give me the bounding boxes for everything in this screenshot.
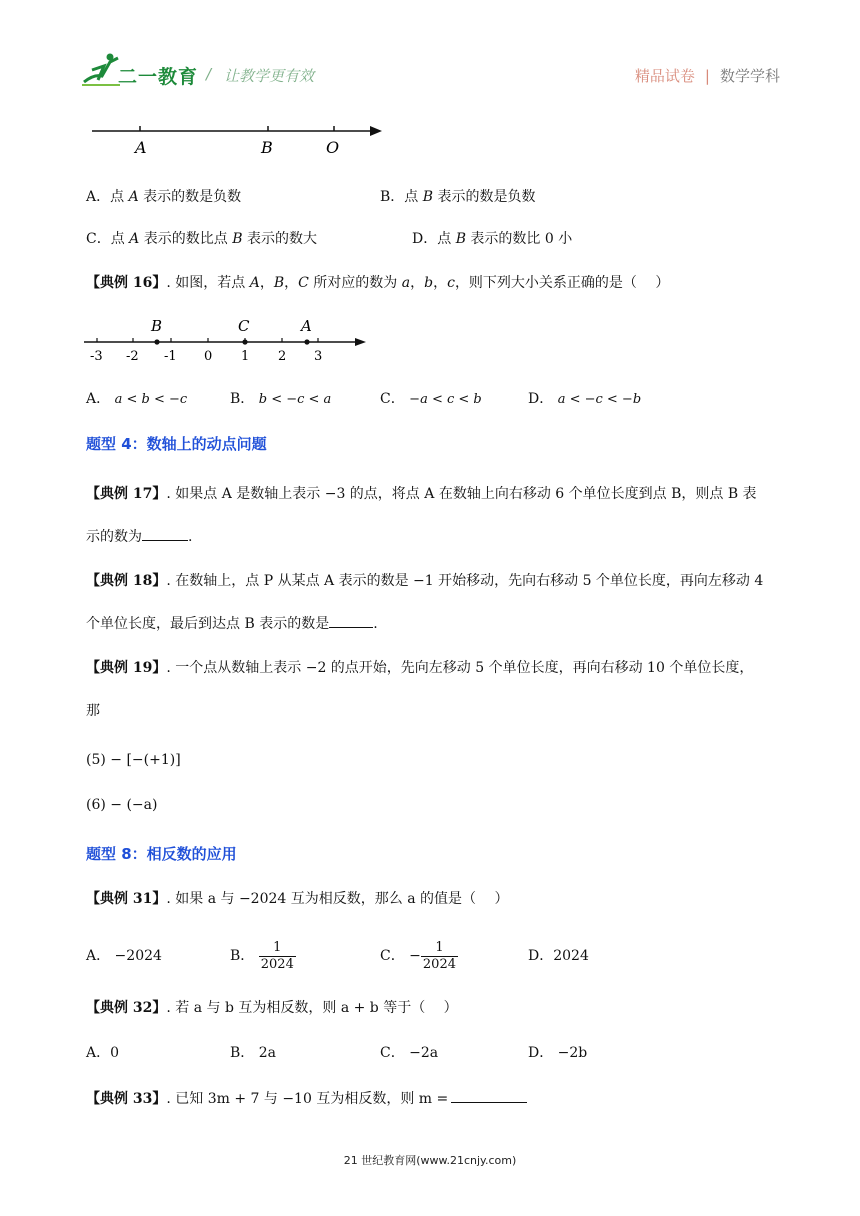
example-33-question: 【典例 33】. 已知 3m + 7 与 −10 互为相反数，则 m = [86,1088,527,1109]
fig2-label-a: A [301,317,312,335]
example-18-tag: 【典例 18】 [86,573,167,589]
header [80,52,780,88]
expression-6: (6) − (−a) [86,797,158,813]
fig2-tick-m3: -3 [90,349,103,364]
prev-option-d: D．点 B 表示的数比 0 小 [412,231,573,247]
header-subject [635,65,780,86]
example-19-line2: 那 [86,703,100,719]
ex16-option-b: B． b < −c < a [230,391,332,407]
fig2-tick-3: 3 [314,349,323,364]
example-18-line1: 【典例 18】. 在数轴上，点 P 从某点 A 表示的数是 −1 开始移动，先向右移动 5 个单位长度，再向左移动 4 [86,573,764,589]
example-31-tag: 【典例 31】 [86,891,167,907]
section-8-heading: 题型 8：相反数的应用 [86,845,237,863]
fig2-label-b: B [151,317,163,335]
fig2-point-a [304,339,309,344]
header-slash: / [206,65,212,83]
ex31-option-b: B． $\frac{1}{2024}$ [230,939,294,972]
example-18-answer-blank[interactable] [329,613,373,628]
header-subject-name: 数学学科 [719,67,780,85]
fig2-tick-2: 2 [278,349,287,364]
ex31-option-a: A． −2024 [86,948,162,964]
brand-name: 二一教育 [118,66,199,88]
example-16-question: 【典例 16】. 如图，若点 A，B，C 所对应的数为 a，b，c，则下列大小关系正确的是（ ） [86,275,670,291]
fig2-point-b [154,339,159,344]
example-31-question: 【典例 31】. 如果 a 与 −2024 互为相反数，那么 a 的值是（ ） [86,891,509,907]
example-33-tag: 【典例 33】 [86,1091,167,1107]
example-17-line2: 示的数为 . [86,526,192,547]
fig2-tick-0: 0 [204,349,213,364]
ex31-option-c: C． − $\frac{1}{2024}$ [380,939,456,972]
header-paper-type: 精品试卷 [634,67,695,85]
page-footer: 21 世纪教育网(www.21cnjy.com) [343,1154,517,1167]
prev-option-c: C．点 A 表示的数比点 B 表示的数大 [86,231,317,247]
fig1-label-o: O [326,138,340,157]
expression-5: (5) − [−(+1)] [86,752,181,768]
example-17-answer-blank[interactable] [142,526,188,541]
ex32-option-a: A．0 [86,1045,120,1061]
ex32-option-c: C． −2a [380,1045,439,1061]
example-17-tag: 【典例 17】 [86,486,167,502]
example-33-answer-blank[interactable] [451,1088,527,1103]
section-4-heading: 题型 4：数轴上的动点问题 [86,435,267,453]
example-32-tag: 【典例 32】 [86,1000,167,1016]
example-19-line1: 【典例 19】. 一个点从数轴上表示 −2 的点开始，先向左移动 5 个单位长度，再向右移动 10 个单位长度， [86,660,754,676]
fig2-tick-1: 1 [241,349,250,364]
example-19-tag: 【典例 19】 [86,660,167,676]
ex16-option-c: C． −a < c < b [380,391,482,407]
prev-option-b: B．点 B 表示的数是负数 [380,189,536,205]
header-separator: | [704,67,710,85]
fig2-label-c: C [238,317,250,335]
fig2-tick-m1: -1 [164,349,177,364]
example-18-line2: 个单位长度，最后到达点 B 表示的数是 . [86,613,378,634]
fig2-tick-m2: -2 [126,349,139,364]
ex16-option-a: A． a < b < −c [86,391,188,407]
ex32-option-d: D． −2b [528,1045,588,1061]
example-32-question: 【典例 32】. 若 a 与 b 互为相反数，则 a + b 等于（ ） [86,1000,458,1016]
number-line-figure-1 [86,120,386,162]
ex32-option-b: B． 2a [230,1045,276,1061]
number-line-figure-2 [82,314,372,364]
fig2-point-c [242,339,247,344]
ex16-option-d: D． a < −c < −b [528,391,642,407]
fig1-label-a: A [135,138,147,157]
example-16-tag: 【典例 16】 [86,275,167,291]
fig1-label-b: B [261,138,273,157]
ex31-option-c-fraction: $\frac{1}{2024}$ [422,939,456,972]
prev-option-a: A．点 A 表示的数是负数 [86,189,242,205]
ex31-option-b-fraction: $\frac{1}{2024}$ [260,939,294,972]
brand-slogan: 让教学更有效 [224,67,315,85]
ex31-option-d: D．2024 [528,948,589,964]
example-17-line1: 【典例 17】. 如果点 A 是数轴上表示 −3 的点，将点 A 在数轴上向右移动 6 个单位长度到点 B，则点 B 表 [86,486,757,502]
